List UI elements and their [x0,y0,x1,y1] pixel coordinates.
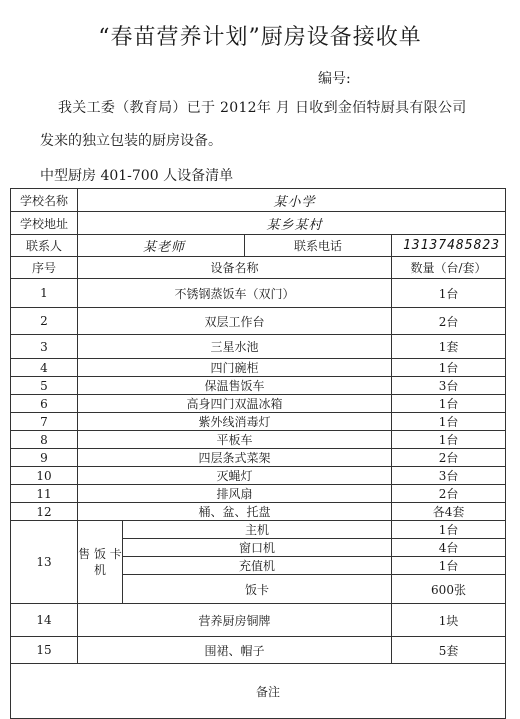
school-address-label: 学校地址 [11,212,78,235]
item-name: 排风扇 [78,485,392,503]
item-name: 灭蝇灯 [78,467,392,485]
item-name: 平板车 [78,431,392,449]
receipt-statement-line1: 我关工委（教育局）已于 2012年 月 日收到金佰特厨具有限公司 [58,100,467,116]
item-name: 紫外线消毒灯 [78,413,392,431]
item-name: 饭卡 [123,575,392,604]
item-no: 1 [11,279,78,308]
document-title: “春苗营养计划”厨房设备接收单 [98,25,422,50]
item-name: 高身四门双温冰箱 [78,395,392,413]
table-row [11,359,506,377]
receipt-statement-line2: 发来的独立包装的厨房设备。 [40,133,222,149]
table-row [11,335,506,359]
table-row [11,604,506,637]
table-row [11,637,506,664]
table-row [11,431,506,449]
table-row [11,467,506,485]
school-address-value: 某乡某村 [78,212,506,235]
item-qty: 2台 [392,308,506,335]
item-qty: 1台 [392,431,506,449]
school-name-row [11,189,506,212]
item-qty: 1套 [392,335,506,359]
item-no: 11 [11,485,78,503]
item-qty: 1台 [392,359,506,377]
item-qty: 各4套 [392,503,506,521]
item-name: 不锈钢蒸饭车（双门） [78,279,392,308]
item-name: 四层条式菜架 [78,449,392,467]
item-name: 保温售饭车 [78,377,392,395]
equipment-table [10,188,506,719]
contact-row [11,235,506,257]
table-row [11,503,506,521]
item-qty: 2台 [392,449,506,467]
table-row [11,395,506,413]
item-qty: 1台 [392,395,506,413]
item-qty: 1台 [392,557,506,575]
item-qty: 1块 [392,604,506,637]
item-name: 三星水池 [78,335,392,359]
item-no: 12 [11,503,78,521]
item-no: 14 [11,604,78,637]
contact-value: 某老师 [78,235,245,257]
school-name-value: 某小学 [78,189,506,212]
item-no: 3 [11,335,78,359]
item-no: 7 [11,413,78,431]
item-no: 2 [11,308,78,335]
item-no: 15 [11,637,78,664]
table-row [11,449,506,467]
item-qty: 1台 [392,279,506,308]
item-name: 围裙、帽子 [78,637,392,664]
col-header-no: 序号 [11,257,78,279]
item-no: 5 [11,377,78,395]
table-row [11,485,506,503]
item-name: 窗口机 [123,539,392,557]
phone-label: 联系电话 [245,235,392,257]
table-row [11,413,506,431]
serial-number-label: 编号: [318,71,351,87]
card-machine-row [11,521,506,539]
item-qty: 3台 [392,467,506,485]
item-name: 桶、盆、托盘 [78,503,392,521]
item-name: 主机 [123,521,392,539]
phone-value: 13137485823 [392,235,506,257]
item-qty: 1台 [392,521,506,539]
remark-label: 备注 [11,664,506,719]
item-no: 4 [11,359,78,377]
item-name: 营养厨房铜牌 [78,604,392,637]
item-qty: 4台 [392,539,506,557]
item-no: 8 [11,431,78,449]
col-header-qty: 数量（台/套） [392,257,506,279]
school-name-label: 学校名称 [11,189,78,212]
item-qty: 600张 [392,575,506,604]
item-no: 9 [11,449,78,467]
item-no: 6 [11,395,78,413]
item-no: 10 [11,467,78,485]
col-header-name: 设备名称 [78,257,392,279]
item-no: 13 [11,521,78,604]
item-qty: 2台 [392,485,506,503]
item-name: 双层工作台 [78,308,392,335]
card-machine-label: 售 饭 卡机 [78,521,123,604]
contact-label: 联系人 [11,235,78,257]
remark-row [11,664,506,719]
item-name: 充值机 [123,557,392,575]
item-qty: 3台 [392,377,506,395]
school-address-row [11,212,506,235]
item-name: 四门碗柜 [78,359,392,377]
table-row [11,377,506,395]
column-header-row [11,257,506,279]
table-row [11,279,506,308]
table-row [11,308,506,335]
item-qty: 1台 [392,413,506,431]
item-qty: 5套 [392,637,506,664]
equipment-list-title: 中型厨房 401-700 人设备清单 [40,168,234,184]
